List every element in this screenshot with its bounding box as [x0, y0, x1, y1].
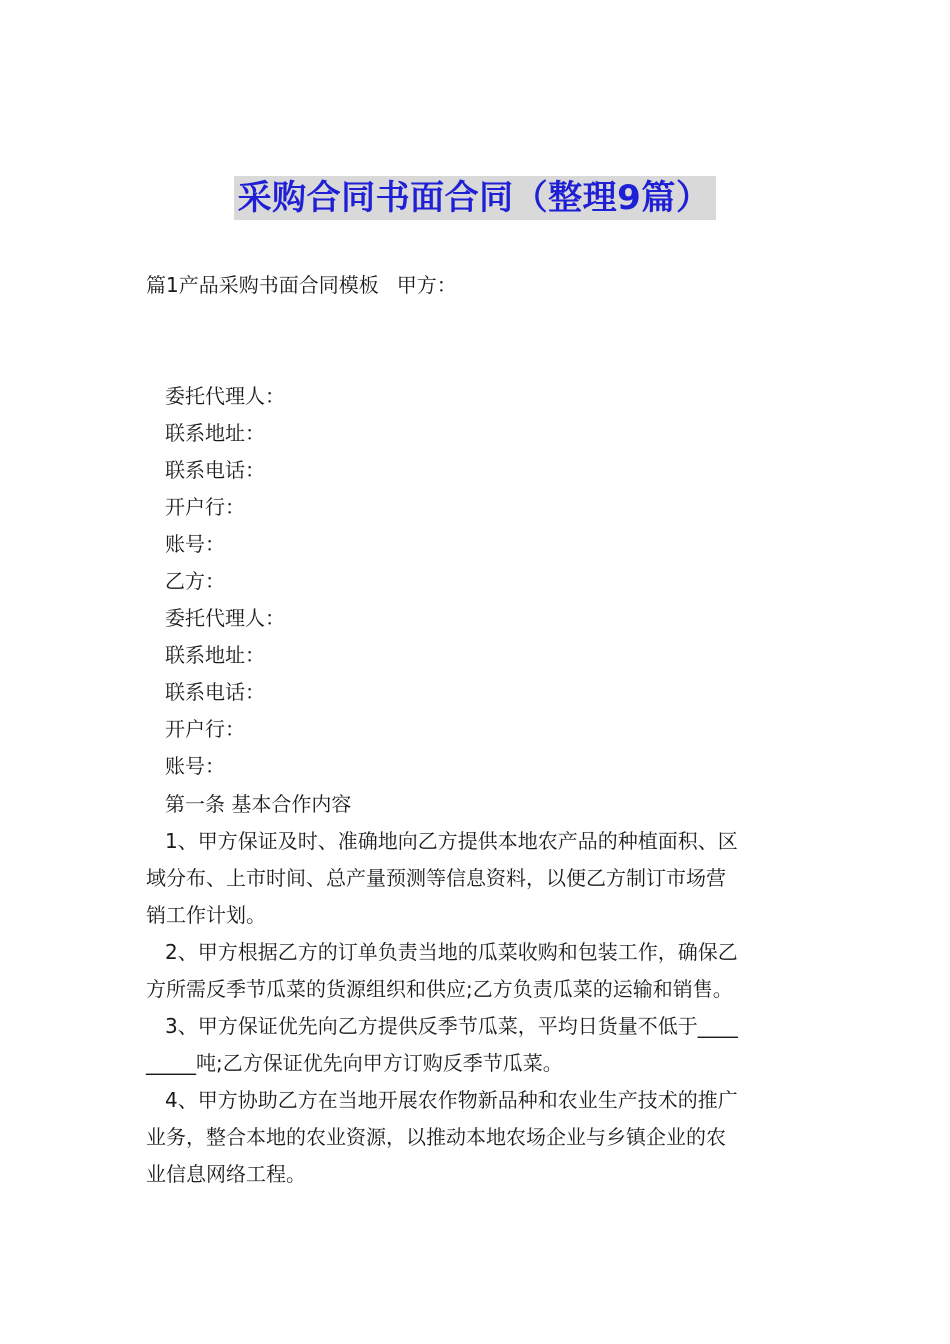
paragraph-line: _____吨;乙方保证优先向甲方订购反季节瓜菜。 — [146, 1051, 563, 1075]
paragraph-line: 4、甲方协助乙方在当地开展农作物新品种和农业生产技术的推广 — [165, 1088, 738, 1112]
paragraph-line: 3、甲方保证优先向乙方提供反季节瓜菜，平均日货量不低于____ — [165, 1014, 738, 1038]
document-title: 采购合同书面合同（整理9篇） — [234, 176, 717, 220]
field-line: 联系地址： — [165, 421, 265, 445]
paragraph-line: 业信息网络工程。 — [146, 1162, 306, 1186]
title-container — [0, 176, 950, 220]
contract-body — [146, 789, 808, 1196]
paragraph-line: 业务，整合本地的农业资源，以推动本地农场企业与乡镇企业的农 — [146, 1125, 726, 1149]
party-a-label: 甲方： — [396, 273, 457, 297]
field-line: 联系电话： — [165, 680, 265, 704]
field-line: 联系电话： — [165, 458, 265, 482]
field-line: 乙方： — [165, 569, 225, 593]
party-fields — [165, 381, 285, 788]
field-line: 账号： — [165, 754, 225, 778]
field-line: 账号： — [165, 532, 225, 556]
intro-line — [146, 270, 457, 300]
paragraph-line: 方所需反季节瓜菜的货源组织和供应;乙方负责瓜菜的运输和销售。 — [146, 977, 733, 1001]
field-line: 委托代理人： — [165, 384, 285, 408]
paragraph-line: 销工作计划。 — [146, 903, 266, 927]
paragraph-line: 2、甲方根据乙方的订单负责当地的瓜菜收购和包装工作，确保乙 — [165, 940, 738, 964]
field-line: 开户行： — [165, 495, 245, 519]
field-line: 开户行： — [165, 717, 245, 741]
field-line: 委托代理人： — [165, 606, 285, 630]
paragraph-line: 域分布、上市时间、总产量预测等信息资料，以便乙方制订市场营 — [146, 866, 726, 890]
paragraph-line: 1、甲方保证及时、准确地向乙方提供本地农产品的种植面积、区 — [165, 829, 738, 853]
field-line: 联系地址： — [165, 643, 265, 667]
section-heading: 第一条 基本合作内容 — [165, 792, 352, 816]
article-heading: 篇1产品采购书面合同模板 — [146, 273, 379, 297]
